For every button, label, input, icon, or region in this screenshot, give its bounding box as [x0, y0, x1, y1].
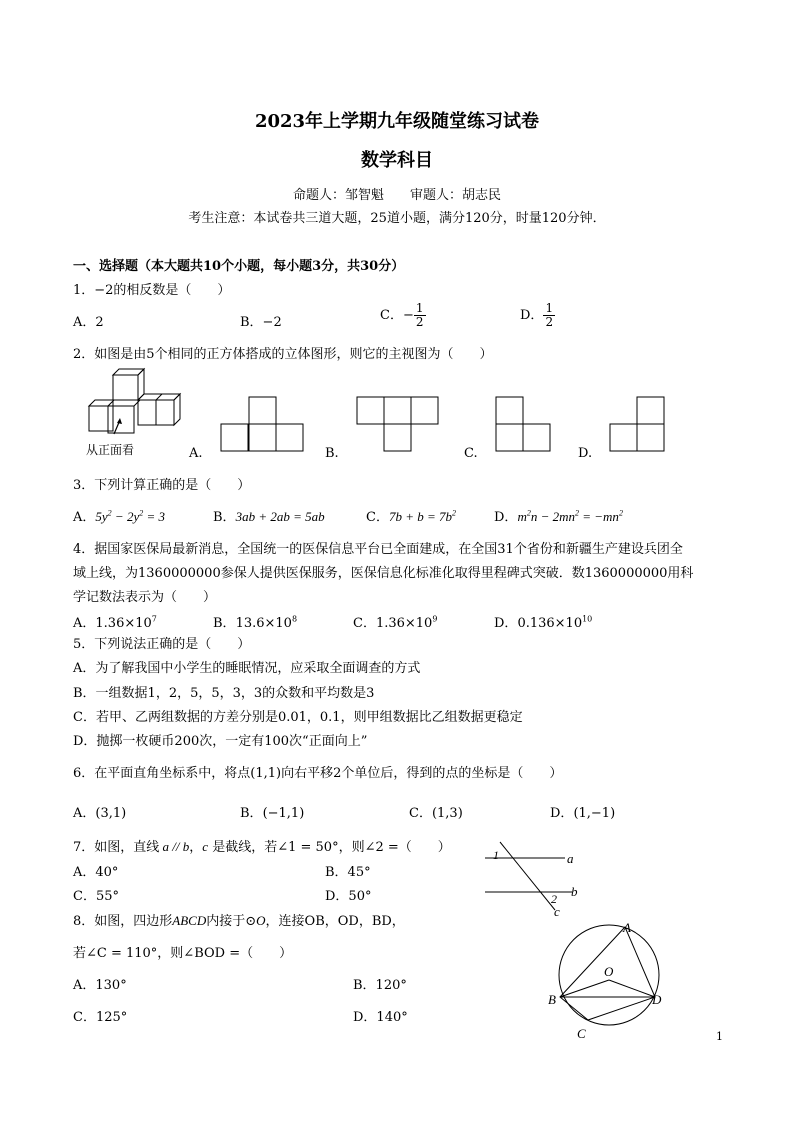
q4-option-d: D．$0.136\times 10^{10}$ — [494, 614, 593, 631]
q4-line3: 学记数法表示为（ ） — [73, 590, 217, 605]
q5-option-c: C．若甲、乙两组数据的方差分别是0.01，0.1，则甲组数据比乙组数据更稳定 — [73, 710, 523, 725]
q8-condition: 若∠C = 110°，则∠BOD =（ ） — [73, 946, 293, 961]
transversal-c — [500, 842, 555, 910]
q2-option-a: A. — [189, 446, 203, 461]
q2-option-a-figure — [221, 397, 305, 452]
subject-title: 数学科目 — [361, 150, 433, 171]
q2-option-c: C. — [464, 446, 478, 461]
point-a-label: A — [623, 920, 631, 935]
front-view-label: 从正面看 — [86, 443, 135, 457]
q3-option-a: A．$5y^2 - 2y^2 = 3$ — [73, 508, 165, 525]
q7-option-c: C．55° — [73, 889, 119, 904]
q1-option-a: A．2 — [73, 315, 104, 330]
q7-option-d: D．50° — [325, 889, 372, 904]
q4-line2: 域上线，为1360000000参保人提供医保服务，医保信息化标准化取得里程碑式突破．数1360000000用科 — [73, 566, 694, 581]
line-c-label: c — [554, 904, 560, 919]
exam-notice: 考生注意：本试卷共三道大题，25道小题，满分120分，时量120分钟． — [188, 211, 606, 226]
q7-option-a: A．40° — [73, 865, 119, 880]
q1-option-c: C．− $\frac{1}{2}$ — [380, 301, 424, 329]
q2-option-d-figure — [610, 397, 668, 452]
section-heading: 一、选择题（本大题共10个小题，每小题3分，共30分） — [73, 259, 405, 274]
q4-option-c: C．$1.36\times 10^9$ — [353, 614, 438, 631]
q5-option-a: A．为了解我国中小学生的睡眠情况，应采取全面调查的方式 — [73, 661, 421, 676]
q6-option-b: B．(−1,1) — [240, 806, 305, 821]
q6-option-d: D．(1,−1) — [550, 806, 616, 821]
q6-stem: 6．在平面直角坐标系中，将点(1,1)向右平移2个单位后，得到的点的坐标是（ ） — [73, 766, 563, 781]
point-d-label: D — [652, 992, 662, 1007]
q8-stem: 8．如图，四边形ABCD内接于⊙O，连接OB，OD，BD， — [73, 913, 405, 929]
q2-option-c-figure — [496, 397, 554, 452]
page-number: 1 — [716, 1030, 723, 1043]
q1-option-d: D． $\frac{1}{2}$ — [520, 301, 554, 329]
q5-option-b: B．一组数据1，2，5，5，3，3的众数和平均数是3 — [73, 686, 375, 701]
angle-1-label: 1 — [493, 848, 499, 862]
q5-stem: 5．下列说法正确的是（ ） — [73, 637, 251, 652]
cube-solid-figure — [86, 368, 186, 438]
q4-option-a: A．$1.36\times 10^7$ — [73, 614, 157, 631]
page-title: 2023年上学期九年级随堂练习试卷 — [254, 111, 540, 132]
q3-option-d: D．$m^2n - 2mn^2 = -mn^2$ — [494, 508, 623, 525]
q2-option-d: D. — [578, 446, 593, 461]
q5-option-d: D．抛掷一枚硬币200次，一定有100次“正面向上” — [73, 734, 368, 749]
point-b-label: B — [548, 992, 556, 1007]
q8-option-c: C．125° — [73, 1010, 128, 1025]
angle-2-label: 2 — [551, 892, 557, 906]
q4-line1: 4．据国家医保局最新消息，全国统一的医保信息平台已全面建成，在全国31个省份和新疆生产建设兵团全 — [73, 542, 683, 557]
q8-option-b: B．120° — [353, 978, 407, 993]
line-a-label: a — [567, 851, 574, 866]
q6-option-a: A．(3,1) — [73, 806, 127, 821]
q2-option-b: B. — [325, 446, 339, 461]
q3-stem: 3．下列计算正确的是（ ） — [73, 478, 251, 493]
q1-stem: 1．−2的相反数是（ ） — [73, 283, 231, 298]
q2-stem: 2．如图是由5个相同的正方体搭成的立体图形，则它的主视图为（ ） — [73, 347, 493, 362]
q7-option-b: B．45° — [325, 865, 371, 880]
segment-od — [609, 980, 655, 997]
q3-option-c: C．$7b + b = 7b^2$ — [366, 508, 456, 525]
point-c-label: C — [577, 1026, 586, 1041]
q1-option-b: B．−2 — [240, 315, 282, 330]
q7-stem: 7．如图，直线 a // b，c 是截线，若∠1 = 50°，则∠2 =（ ） — [73, 839, 451, 855]
q4-option-b: B．$13.6\times 10^8$ — [213, 614, 298, 631]
line-b-label: b — [571, 884, 578, 899]
q8-option-d: D．140° — [353, 1010, 408, 1025]
point-o-label: O — [604, 964, 614, 979]
q8-option-a: A．130° — [73, 978, 127, 993]
q2-option-b-figure — [357, 397, 441, 452]
q6-option-c: C．(1,3) — [409, 806, 463, 821]
authors-line: 命题人：邹智魁 审题人：胡志民 — [292, 188, 501, 203]
q3-option-b: B．3ab + 2ab = 5ab — [213, 509, 325, 525]
